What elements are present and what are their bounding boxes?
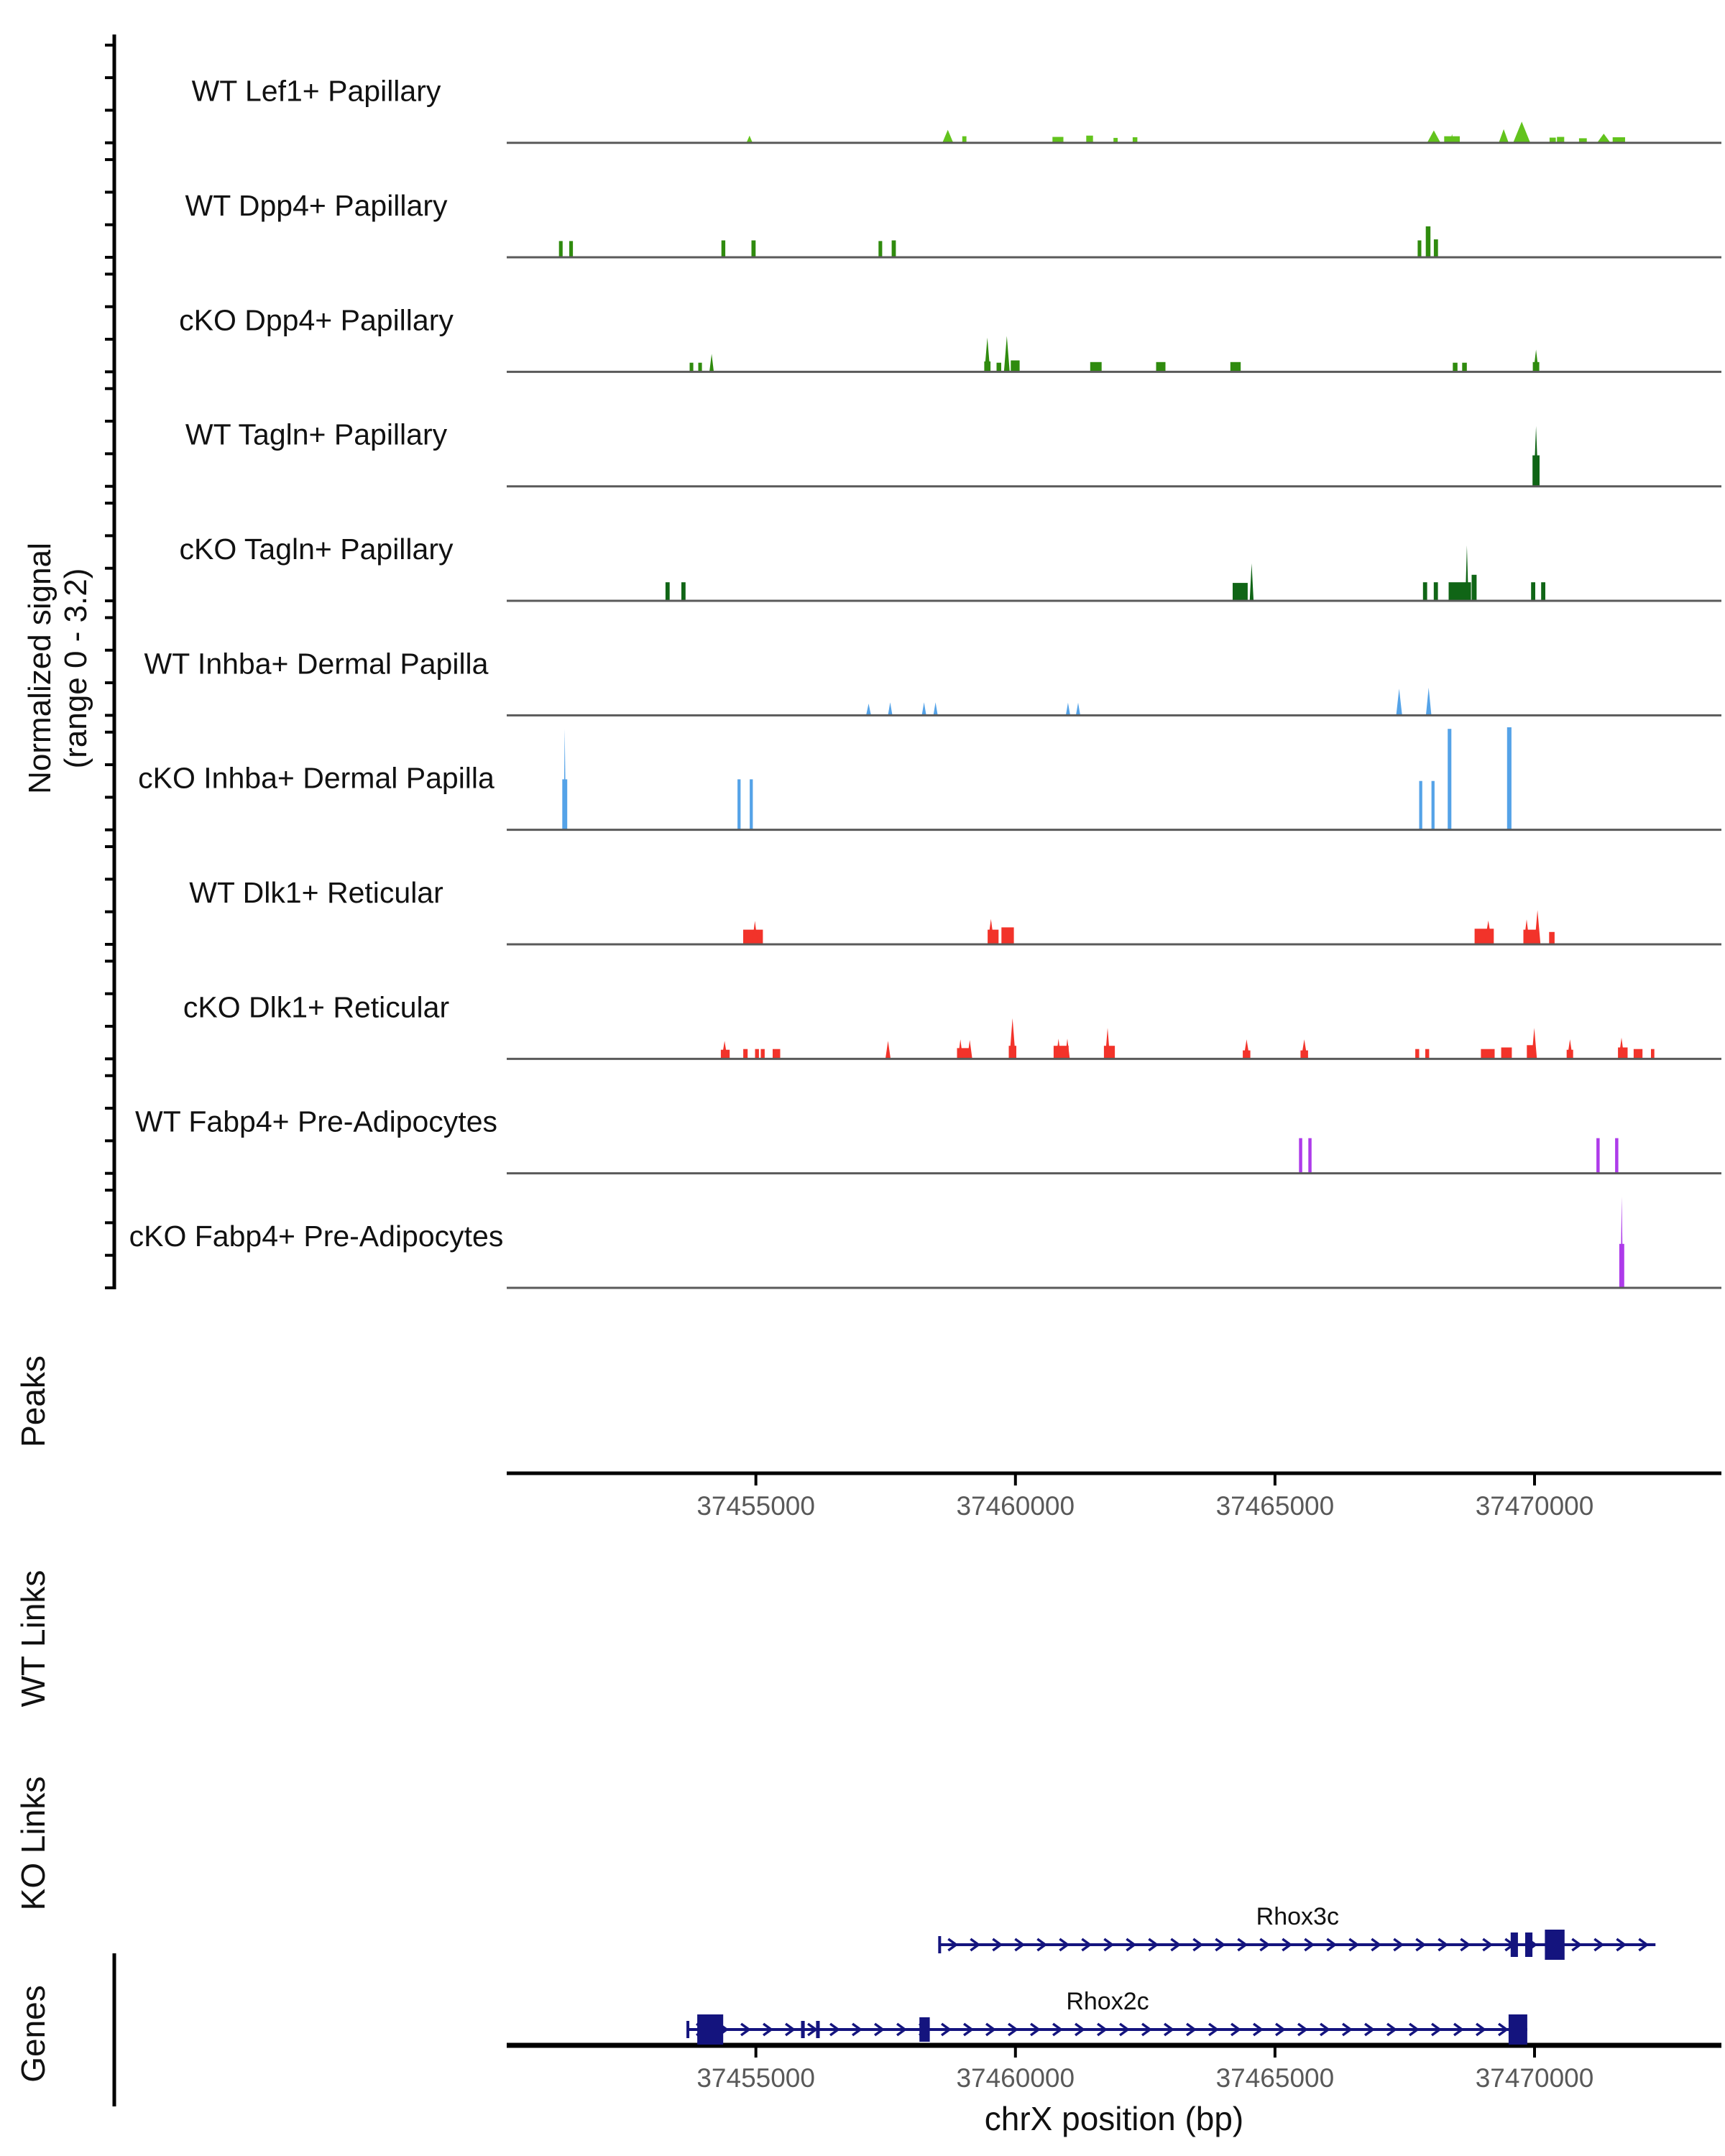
signal-peak	[1090, 362, 1102, 372]
signal-peak	[934, 702, 938, 715]
signal-peak	[997, 363, 1002, 372]
signal-peak	[1301, 1039, 1307, 1059]
signal-peak	[666, 582, 670, 601]
signal-peak	[1415, 1049, 1419, 1059]
signal-peak	[1621, 1197, 1624, 1288]
signal-peak	[737, 779, 740, 829]
signal-peak	[878, 241, 882, 257]
track-label: WT Inhba+ Dermal Papilla	[144, 647, 489, 681]
section-label-genes: Genes	[14, 1985, 52, 2083]
section-label-ko-links: KO Links	[14, 1776, 52, 1911]
gene-exon	[919, 2017, 929, 2042]
signal-peak	[569, 241, 573, 257]
signal-peak	[1250, 563, 1254, 601]
track-label: cKO Fabp4+ Pre-Adipocytes	[129, 1220, 504, 1253]
signal-peak	[1427, 131, 1441, 143]
track-label: cKO Inhba+ Dermal Papilla	[138, 761, 494, 795]
section-label-wt-links: WT Links	[14, 1570, 52, 1708]
signal-peak	[985, 338, 990, 372]
signal-peak	[1001, 927, 1013, 944]
signal-peak	[1425, 1049, 1429, 1059]
x-axis-title: chrX position (bp)	[984, 2100, 1244, 2137]
track-label: cKO Dpp4+ Papillary	[179, 303, 454, 337]
track-label: WT Fabp4+ Pre-Adipocytes	[135, 1105, 497, 1138]
gene-exon	[1545, 1930, 1564, 1960]
signal-peak	[761, 1049, 765, 1059]
signal-peak	[1066, 703, 1070, 716]
signal-track-3	[105, 274, 1721, 372]
signal-peak	[1426, 688, 1432, 716]
signal-track-5	[105, 503, 1721, 601]
gene-exon	[697, 2014, 723, 2045]
track-label: WT Tagln+ Papillary	[185, 418, 448, 451]
signal-peak	[1004, 336, 1010, 372]
signal-peak	[1481, 1049, 1494, 1059]
signal-peak	[1549, 932, 1555, 944]
signal-peak	[1420, 781, 1422, 830]
signal-peak	[866, 704, 871, 715]
signal-peak	[1472, 575, 1477, 601]
track-label: cKO Dlk1+ Reticular	[183, 990, 450, 1024]
x-axis-tick-label: 37460000	[956, 2063, 1075, 2093]
x-axis-tick-label: 37460000	[956, 1491, 1075, 1521]
signal-peak	[1011, 361, 1019, 372]
signal-peak	[1462, 363, 1467, 372]
signal-peak	[1615, 1138, 1619, 1174]
gene-exon	[1525, 1932, 1532, 1957]
signal-peak	[773, 1049, 781, 1059]
gene-label: Rhox3c	[1256, 1903, 1339, 1930]
signal-peak	[722, 241, 725, 258]
signal-peak	[699, 363, 702, 372]
signal-peak	[1507, 727, 1512, 830]
signal-peak	[1076, 703, 1080, 716]
track-label: WT Dpp4+ Papillary	[185, 189, 448, 223]
signal-peak	[886, 1041, 891, 1059]
x-axis-tick-label: 37455000	[696, 2063, 815, 2093]
signal-peak	[1534, 350, 1539, 372]
signal-peak	[1105, 1028, 1110, 1059]
signal-peak	[1230, 362, 1241, 372]
track-label: cKO Tagln+ Papillary	[179, 533, 454, 566]
signal-peak	[1513, 121, 1530, 143]
signal-track-9	[105, 961, 1721, 1059]
signal-peak	[1397, 688, 1402, 715]
signal-track-10	[105, 1076, 1721, 1174]
x-axis-tick-label: 37455000	[696, 1491, 815, 1521]
x-axis-tick-label: 37470000	[1475, 2063, 1594, 2093]
gene-exon	[801, 2021, 805, 2038]
signal-peak	[709, 354, 714, 372]
signal-peak	[1243, 1039, 1250, 1059]
x-axis-tick-label: 37465000	[1215, 2063, 1335, 2093]
signal-track-6	[105, 617, 1721, 715]
signal-peak	[1567, 1039, 1573, 1059]
signal-peak	[1434, 239, 1438, 257]
track-label: WT Dlk1+ Reticular	[189, 876, 443, 910]
gene-model-rhox3c	[939, 1903, 1655, 1960]
gene-exon	[1509, 2014, 1527, 2045]
signal-track-8	[105, 847, 1721, 944]
signal-peak	[755, 1049, 759, 1059]
signal-track-1	[105, 45, 1721, 143]
gene-exon	[1511, 1932, 1518, 1957]
section-label-peaks: Peaks	[14, 1355, 52, 1447]
signal-peak	[1532, 1028, 1537, 1059]
signal-peak	[1448, 729, 1451, 829]
signal-peak	[1423, 582, 1427, 601]
signal-peak	[1596, 1138, 1600, 1174]
signal-peak	[888, 702, 892, 715]
x-axis-tick-label: 37465000	[1215, 1491, 1335, 1521]
signal-peak	[1535, 910, 1540, 944]
signal-peak	[1156, 362, 1166, 372]
signal-peak	[1597, 134, 1611, 143]
signal-track-4	[105, 389, 1721, 487]
signal-peak	[1531, 582, 1535, 601]
signal-peak	[892, 241, 896, 258]
signal-peak	[559, 241, 563, 257]
signal-peak	[1651, 1049, 1655, 1059]
y-axis-label-line1: Normalized signal	[22, 543, 58, 794]
signal-peak	[1308, 1138, 1312, 1174]
gene-exon	[816, 2021, 819, 2038]
signal-peak	[1233, 583, 1248, 601]
signal-peak	[1009, 1018, 1016, 1059]
signal-peak	[1299, 1138, 1302, 1174]
signal-peak	[743, 1049, 748, 1059]
signal-peak	[681, 582, 686, 601]
signal-peak	[1417, 241, 1421, 258]
signal-peak	[1541, 582, 1545, 601]
signal-peak	[922, 702, 926, 715]
signal-track-2	[105, 160, 1721, 257]
y-axis-label-line2: (range 0 - 3.2)	[58, 568, 93, 769]
signal-track-7	[105, 727, 1721, 830]
gene-model-rhox2c	[688, 1988, 1527, 2045]
signal-peak	[1432, 781, 1435, 830]
signal-peak	[750, 779, 753, 829]
signal-track-11	[105, 1190, 1721, 1288]
signal-peak	[1434, 582, 1438, 601]
signal-peak	[1466, 545, 1468, 601]
signal-peak	[752, 241, 756, 258]
track-label: WT Lef1+ Papillary	[191, 74, 441, 108]
signal-peak	[1501, 1048, 1512, 1059]
signal-peak	[942, 130, 953, 143]
gene-label: Rhox2c	[1066, 1988, 1149, 2015]
signal-peak	[1426, 226, 1431, 257]
signal-peak	[988, 930, 998, 944]
signal-peak	[690, 363, 694, 372]
signal-peak	[1634, 1049, 1642, 1059]
signal-peak	[1499, 129, 1509, 143]
x-axis-tick-label: 37470000	[1475, 1491, 1594, 1521]
signal-peak	[1453, 363, 1458, 372]
